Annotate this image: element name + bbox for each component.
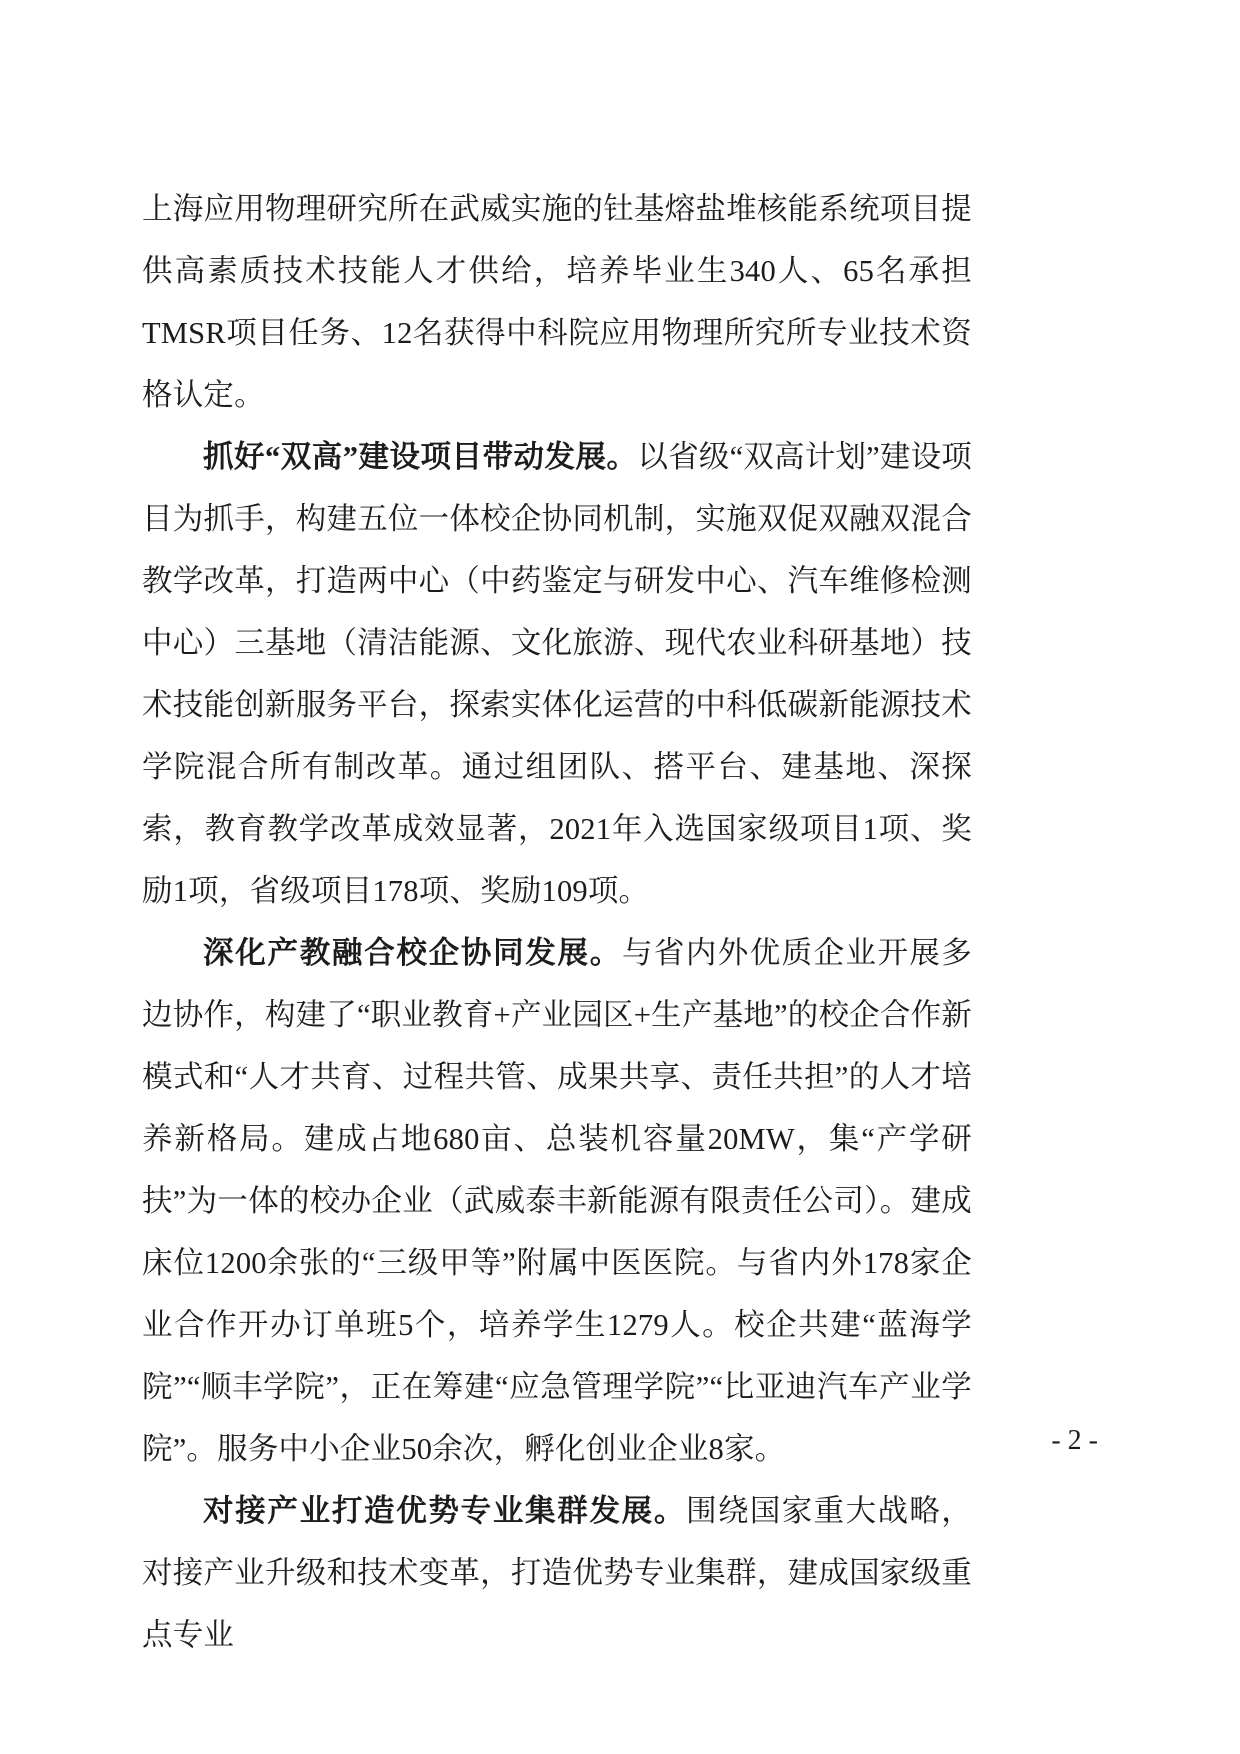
paragraph-text: 与省内外优质企业开展多边协作，构建了“职业教育+产业园区+生产基地”的校企合作新模式和“人才共育、过程共管、成果共享、责任共担”的人才培养新格局。建成占地680亩、总装机容量20MW，集“产学研扶”为一体的校办企业（武威泰丰新能源有限责任公司）。建成床位1200余张的“三级甲等”附属中医医院。与省内外178家企业合作开办订单班5个，培养学生1279人。校企共建“蓝海学院”“顺丰学院”，正在筹建“应急管理学院”“比亚迪汽车产业学院”。服务中小企业50余次，孵化创业企业8家。 — [142, 936, 973, 1466]
paragraph-text: 围绕国家重大战略，对接产业升级和技术变革，打造优势专业集群，建成国家级重点专业 — [142, 1494, 972, 1652]
paragraph-chanjiao — [142, 922, 972, 1480]
paragraph-text: 以省级“双高计划”建设项目为抓手，构建五位一体校企协同机制，实施双促双融双混合教学改革，打造两中心（中药鉴定与研发中心、汽车维修检测中心）三基地（清洁能源、文化旅游、现代农业科研基地）技术技能创新服务平台，探索实体化运营的中科低碳新能源技术学院混合所有制改革。通过组团队、搭平台、建基地、深探索，教育教学改革成效显著，2021年入选国家级项目1项、奖励1项，省级项目178项、奖励109项。 — [142, 440, 972, 908]
paragraph-shuanggao — [142, 426, 972, 922]
paragraph-lead: 对接产业打造优势专业集群发展。 — [203, 1494, 687, 1528]
paragraph-lead: 抓好“双高”建设项目带动发展。 — [203, 440, 638, 474]
paragraph-lead: 深化产教融合校企协同发展。 — [203, 936, 622, 970]
paragraph-continuation — [142, 178, 972, 426]
page-number: - 2 - — [1051, 1425, 1098, 1456]
paragraph-zhuanyequn — [142, 1480, 972, 1666]
paragraph-text: 上海应用物理研究所在武威实施的钍基熔盐堆核能系统项目提供高素质技术技能人才供给，培养毕业生340人、65名承担TMSR项目任务、12名获得中科院应用物理所究所专业技术资格认定。 — [142, 192, 972, 412]
